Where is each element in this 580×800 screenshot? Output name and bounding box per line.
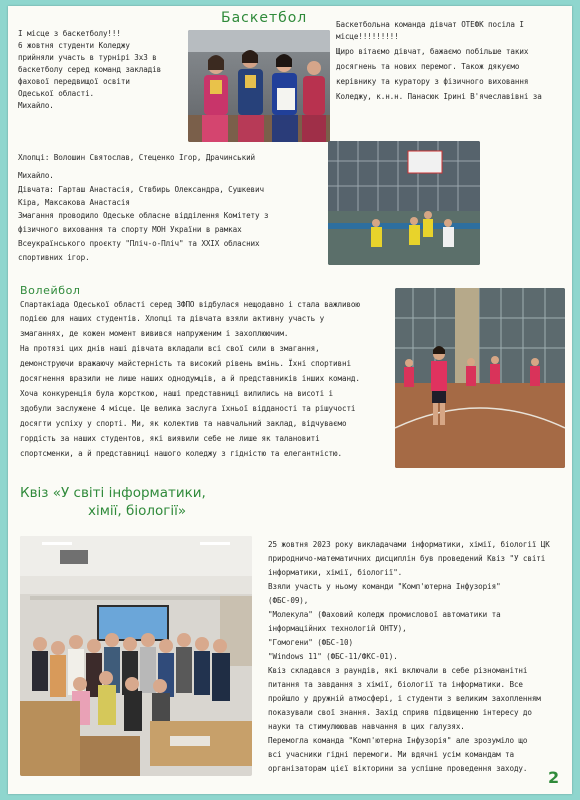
text-line: інформатики, хімії, біології". [268, 568, 403, 577]
text-line: (ФБС-09), [268, 596, 309, 605]
text-line: Баскетбольна команда дівчат ОТЕФК посіла І [336, 20, 524, 29]
text-line: Спартакіада Одеської області серед ЗФПО відбулася нещодавно і стала важливою [20, 300, 360, 309]
quiz-group-photo [20, 536, 252, 776]
text-line: всі учасники гідні перемоги. Ми вдячні усім командам та [268, 750, 514, 759]
text-line: питання та завдання з хімії, біології та інформатики. Все [268, 680, 523, 689]
text-line: "Windows 11" (ФБС-11/ФКС-01). [268, 652, 398, 661]
quiz-title-line: Квіз «У світі інформатики, [20, 485, 206, 501]
text-line: Михайло. [18, 101, 54, 110]
text-line: Хлопці: Волошин Святослав, Стеценко Ігор, Драчинський [18, 153, 256, 162]
text-line: спортивних ігор. [18, 253, 90, 262]
text-line: спортсменки, а й представниці нашого коледжу з гідністю та елегантністю. [20, 449, 342, 458]
text-line: Дівчата: Гарташ Анастасія, Ствбирь Олександра, Сушкевич [18, 185, 264, 194]
basketball-game-photo [328, 141, 480, 265]
basketball-congrats [336, 19, 568, 103]
text-line: місце!!!!!!!!! [336, 32, 399, 41]
text-line: Кіра, Максакова Анастасія [18, 198, 130, 207]
quiz-title [20, 484, 206, 520]
text-line: подією для наших студентів. Хлопці та дівчата взяли активну участь у [20, 314, 325, 323]
volleyball-title: Волейбол [20, 284, 81, 297]
volleyball-photo [395, 288, 565, 468]
text-line: На протязі цих днів наші дівчата вкладали всі свої сили в змагання, [20, 344, 320, 353]
text-line: Змагання проводило Одеське обласне відділення Комітету з [18, 211, 269, 220]
quiz-article [268, 539, 564, 775]
text-line: Всеукраїнського проєкту "Пліч-о-Пліч" та ХХІХ обласних [18, 239, 260, 248]
text-line: Взяли участь у ньому команди "Комп'ютерна Інфузорія" [268, 582, 501, 591]
basketball-intro [18, 28, 186, 112]
text-line: організаторам цієї вікторини за успішне проведення заходу. [268, 764, 528, 773]
text-line: змаганнях, де кожен момент вивився напруженим і захоплюючим. [20, 329, 289, 338]
text-line: І місце з баскетболу!!! [18, 29, 121, 38]
quiz-title-line: хімії, біології» [88, 503, 187, 519]
text-line: 25 жовтня 2023 року викладачами інформатики, хімії, біології ЦК [268, 540, 550, 549]
text-line: показували свої знання. Захід сприяв підвищенню інтересу до [268, 708, 532, 717]
text-line: здобули заслужене 4 місце. Це велика заслуга їхньої відданості та рішучості [20, 404, 356, 413]
text-line: природничо-математичних дисциплін був проведений Квіз "У світі [268, 554, 546, 563]
text-line: науки та стимулюював навчання в цих галузях. [268, 722, 465, 731]
text-line: 6 жовтня студенти Коледжу [18, 41, 130, 50]
text-line: гордість за наших студентов, які виявили себе не лише як талановиті [20, 434, 320, 443]
text-line: Хоча конкуренція була жорсткою, наші представниці вилились на висоті і [20, 389, 334, 398]
basketball-title: Баскетбол [221, 10, 308, 26]
text-line: керівнику та куратору з фізичного виховання [336, 77, 529, 86]
text-line: "Гомогени" (ФБС-10) [268, 638, 353, 647]
text-line: інформаційних технологій ОНТУ), [268, 624, 407, 633]
page-number: 2 [548, 768, 560, 787]
text-line: Перемогла команда "Комп'ютерна Інфузорія" але зрозуміло що [268, 736, 528, 745]
text-line: Квіз складався з раундів, які включали в себе різноманітні [268, 666, 528, 675]
text-line: прийняли участь в турнірі 3х3 в [18, 53, 157, 62]
text-line: Михайло. [18, 171, 54, 180]
basketball-roster [18, 152, 328, 264]
newsletter-page [8, 6, 572, 794]
text-line: Одеської області. [18, 89, 95, 98]
text-line: досягти успіху у спорті. Ми, як колектив та навчальний заклад, відчуваємо [20, 419, 347, 428]
text-line: фахової передвищої освіти [18, 77, 130, 86]
text-line: фізичного виховання та спорту МОН України в рамках [18, 225, 242, 234]
basketball-team-photo [188, 30, 330, 142]
volleyball-article [20, 299, 396, 460]
text-line: "Молекула" (Фаховий коледж промислової автоматики та [268, 610, 501, 619]
text-line: демонструючи вражаючу майстерність та високий рівень вмінь. Їхні спортивні [20, 359, 351, 368]
text-line: пройшло у дружній атмосфері, і студенти з великим захопленням [268, 694, 541, 703]
text-line: досягнення вразили не лише наших однодумців, а й представників інших команд. [20, 374, 360, 383]
text-line: Щиро вітаємо дівчат, бажаємо побільше таких [336, 47, 529, 56]
text-line: Коледжу, к.н.н. Панасюк Ірині В'ячеславівні за [336, 92, 542, 101]
text-line: баскетболу серед команд закладів [18, 65, 162, 74]
text-line: досягнень та нових перемог. Також дякуємо [336, 62, 520, 71]
